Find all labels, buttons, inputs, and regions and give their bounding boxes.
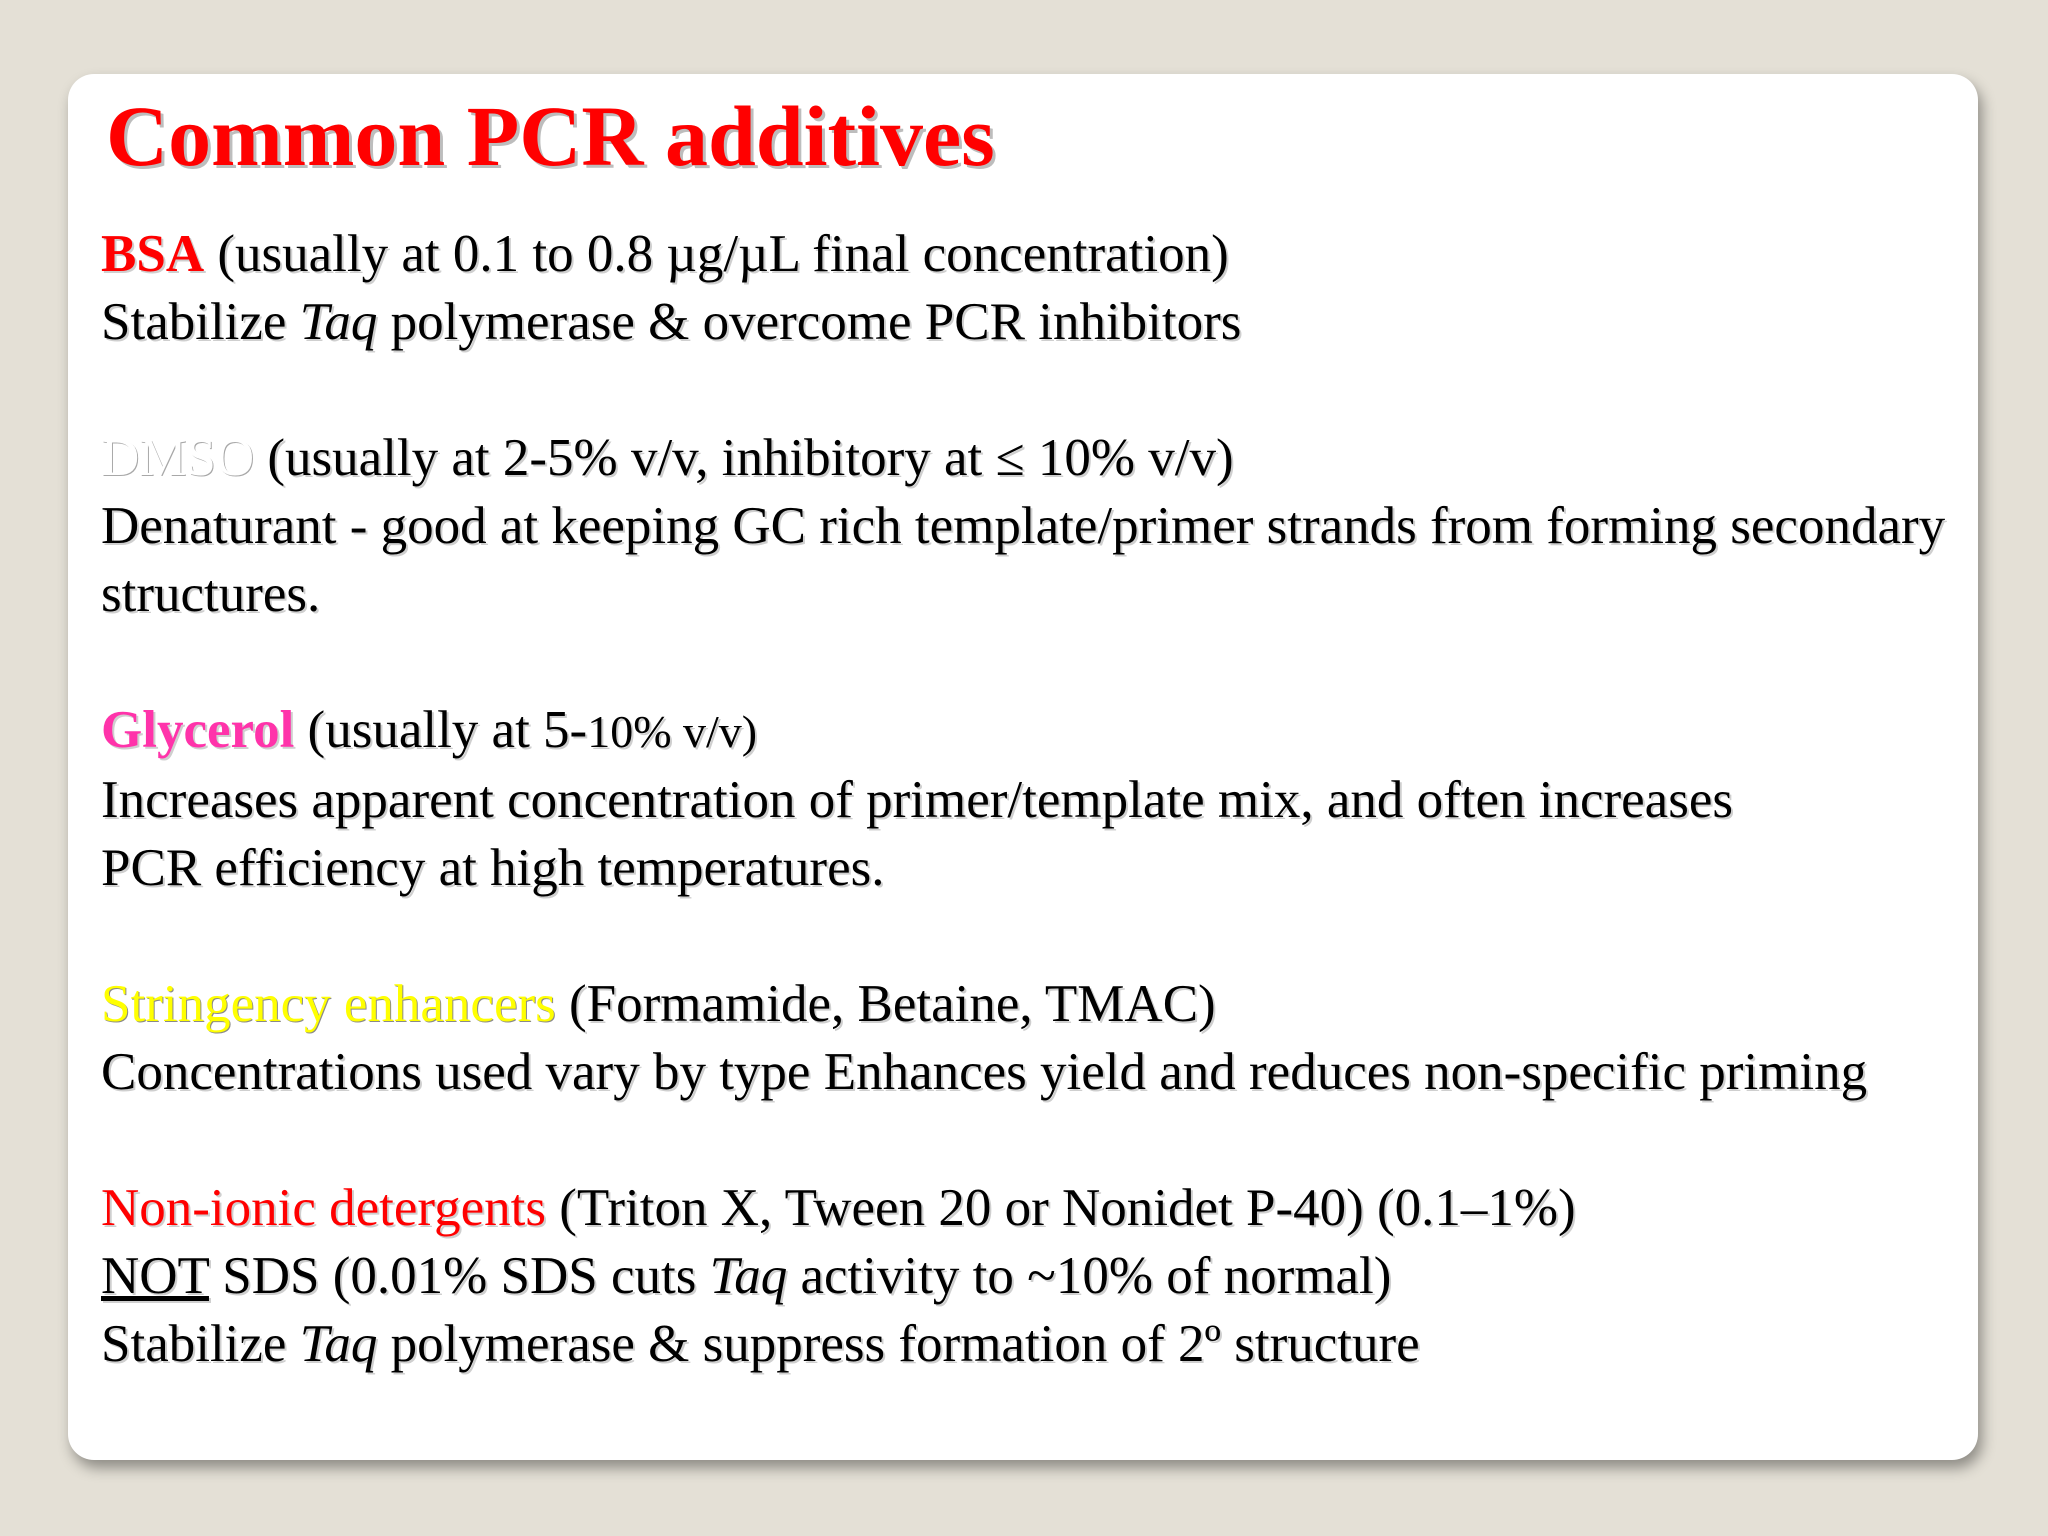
glycerol-description: Increases apparent concentration of primer/template mix, and often increases PCR efficiency at high temperatures. xyxy=(101,771,1733,897)
bsa-description xyxy=(101,288,1951,356)
nonionic-heading-line xyxy=(101,1174,1951,1242)
slide-body xyxy=(101,220,1951,1378)
dmso-note: (usually at 2-5% v/v, inhibitory at ≤ 10% v/v) xyxy=(254,429,1234,487)
section-glycerol xyxy=(101,696,1951,902)
nonionic-keyword: Non-ionic detergents xyxy=(101,1179,546,1237)
bsa-desc-post: polymerase & overcome PCR inhibitors xyxy=(377,293,1242,351)
bsa-heading-line xyxy=(101,220,1951,288)
stabilize-taq: Taq xyxy=(299,1315,378,1373)
dmso-heading-line xyxy=(101,424,1951,492)
bsa-desc-taq: Taq xyxy=(299,293,378,351)
dmso-keyword: DMSO xyxy=(101,429,255,487)
section-stringency xyxy=(101,970,1951,1106)
sds-text-taq: Taq xyxy=(709,1247,788,1305)
sds-text-pre: SDS (0.01% SDS cuts xyxy=(208,1247,710,1305)
stringency-description: Concentrations used vary by type Enhances yield and reduces non-specific priming xyxy=(101,1043,1868,1101)
bsa-note: (usually at 0.1 to 0.8 µg/µL final concentration) xyxy=(204,225,1229,283)
bsa-desc-pre: Stabilize xyxy=(101,293,300,351)
glycerol-keyword: Glycerol xyxy=(101,701,295,759)
glycerol-note-b: 10% v/v) xyxy=(587,706,758,757)
glycerol-note-a: (usually at 5- xyxy=(294,701,588,759)
stringency-heading-line xyxy=(101,970,1951,1038)
stringency-note: (Formamide, Betaine, TMAC) xyxy=(555,975,1216,1033)
nonionic-sds-line xyxy=(101,1242,1951,1310)
stabilize-pre: Stabilize xyxy=(101,1315,300,1373)
not-emphasis: NOT xyxy=(101,1247,209,1305)
nonionic-stabilize-line xyxy=(101,1310,1951,1378)
dmso-description: Denaturant - good at keeping GC rich template/primer strands from forming secondary structures. xyxy=(101,497,1946,623)
stringency-keyword: Stringency enhancers xyxy=(101,975,556,1033)
section-bsa xyxy=(101,220,1951,356)
section-nonionic xyxy=(101,1174,1951,1378)
section-dmso xyxy=(101,424,1951,628)
glycerol-heading-line xyxy=(101,696,1951,766)
sds-text-post: activity to ~10% of normal) xyxy=(787,1247,1392,1305)
slide xyxy=(68,74,1978,1460)
nonionic-note: (Triton X, Tween 20 or Nonidet P-40) (0.1–1%) xyxy=(546,1179,1576,1237)
bsa-keyword: BSA xyxy=(101,225,205,283)
slide-title: Common PCR additives xyxy=(106,88,995,184)
stabilize-post: polymerase & suppress formation of 2º structure xyxy=(377,1315,1420,1373)
